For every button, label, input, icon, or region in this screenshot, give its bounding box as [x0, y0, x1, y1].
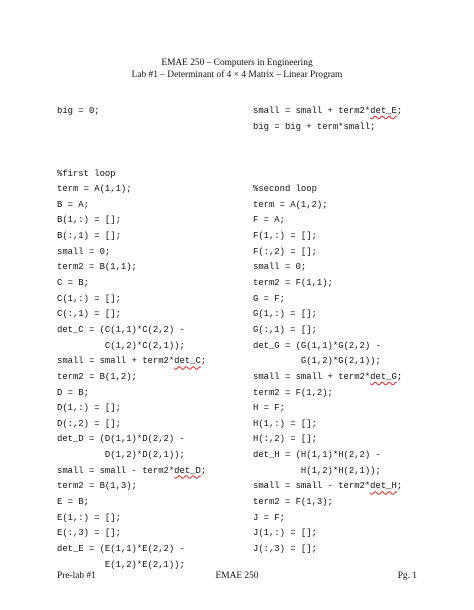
code-line: [57, 417, 206, 433]
code-line: [253, 495, 402, 511]
code-line: [57, 386, 206, 402]
code-text: E(:,3) = [];: [57, 528, 121, 539]
code-text: H = F;: [253, 403, 285, 414]
code-line: [57, 495, 206, 511]
code-text: G(1,:) = [];: [253, 309, 317, 320]
code-line: [57, 479, 206, 495]
code-text: small = 0;: [57, 246, 111, 257]
code-text: ;: [396, 106, 403, 116]
code-text: H(1,2)*H(2,1));: [253, 465, 381, 476]
code-text: small = small - term2*: [253, 481, 371, 492]
code-text: small = small + term2*: [253, 106, 371, 116]
code-text: term = A(1,1);: [57, 184, 132, 195]
code-text: B(:,1) = [];: [57, 231, 121, 242]
spellcheck-flagged-word: det_C: [174, 356, 201, 367]
code-line: [253, 104, 402, 120]
code-text: D(:,2) = [];: [57, 418, 121, 429]
code-line: [253, 526, 402, 542]
code-text: ;: [200, 465, 207, 476]
footer-page-number: Pg. 1: [397, 571, 417, 581]
header-lab-title: Lab #1 – Determinant of 4 × 4 Matrix – Linear Program: [131, 70, 343, 80]
code-line: [57, 213, 206, 229]
code-line: [253, 401, 402, 417]
code-line: [253, 542, 402, 558]
code-line: [57, 245, 206, 261]
code-text: H(:,2) = [];: [253, 434, 317, 445]
code-line: [253, 229, 402, 245]
code-line: [57, 464, 206, 480]
code-line: [253, 135, 402, 151]
code-text: det_C = (C(1,1)*C(2,2) -: [57, 324, 185, 335]
code-line: [253, 151, 402, 167]
code-text: D(1,:) = [];: [57, 403, 121, 414]
code-text: C(1,:) = [];: [57, 293, 121, 304]
code-line: [253, 448, 402, 464]
footer-course-code: EMAE 250: [215, 571, 259, 581]
code-text: term2 = B(1,3);: [57, 481, 137, 492]
code-text: C(1,2)*C(2,1));: [57, 340, 185, 351]
code-text: det_H = (H(1,1)*H(2,2) -: [253, 450, 381, 461]
code-line: [57, 323, 206, 339]
code-text: B(1,:) = [];: [57, 215, 121, 226]
code-text: B = A;: [57, 199, 89, 210]
code-line: [57, 104, 206, 120]
code-line: [57, 135, 206, 151]
code-line: [57, 401, 206, 417]
code-line: [57, 307, 206, 323]
code-line: [253, 276, 402, 292]
header-course-title: EMAE 250 – Computers in Engineering: [161, 58, 313, 68]
code-text: E(1,:) = [];: [57, 512, 121, 523]
spellcheck-flagged-word: det_H: [370, 481, 397, 492]
code-line: [253, 386, 402, 402]
code-line: [253, 432, 402, 448]
code-text: small = small + term2*: [253, 371, 371, 382]
code-line: [253, 120, 402, 136]
code-text: big = 0;: [57, 106, 100, 116]
code-text: small = small - term2*: [57, 465, 175, 476]
code-text: C(:,1) = [];: [57, 309, 121, 320]
code-text: ;: [396, 481, 403, 492]
code-line: [253, 260, 402, 276]
code-line: [253, 511, 402, 527]
code-text: ;: [396, 371, 403, 382]
spellcheck-flagged-word: det_D: [174, 465, 201, 476]
spellcheck-flagged-word: det_E: [370, 106, 397, 116]
code-line: [57, 526, 206, 542]
code-line: [57, 354, 206, 370]
code-text: J(:,3) = [];: [253, 543, 317, 554]
code-text: %first loop: [57, 168, 116, 179]
code-line: [253, 198, 402, 214]
code-line: [57, 229, 206, 245]
code-line: [253, 323, 402, 339]
code-text: %second loop: [253, 184, 317, 195]
code-line: [253, 479, 402, 495]
code-text: term2 = F(1,3);: [253, 497, 333, 508]
page-header: [0, 57, 474, 81]
code-line: [253, 167, 402, 183]
code-line: [253, 213, 402, 229]
code-line: [253, 292, 402, 308]
code-line: [57, 339, 206, 355]
code-text: det_D = (D(1,1)*D(2,2) -: [57, 434, 185, 445]
code-column-right: [253, 104, 402, 558]
code-text: H(1,:) = [];: [253, 418, 317, 429]
footer-prelab-label: Pre-lab #1: [57, 571, 96, 581]
code-text: det_G = (G(1,1)*G(2,2) -: [253, 340, 381, 351]
code-line: [57, 370, 206, 386]
code-text: det_E = (E(1,1)*E(2,2) -: [57, 543, 185, 554]
code-line: [57, 260, 206, 276]
code-line: [57, 120, 206, 136]
code-text: ;: [200, 356, 207, 367]
code-line: [57, 432, 206, 448]
code-line: [253, 182, 402, 198]
code-line: [57, 151, 206, 167]
code-line: [57, 448, 206, 464]
code-line: [253, 339, 402, 355]
code-line: [57, 182, 206, 198]
code-text: E(1,2)*E(2,1));: [57, 559, 185, 570]
code-text: E = B;: [57, 497, 89, 508]
code-text: F(1,:) = [];: [253, 231, 317, 242]
code-line: [57, 276, 206, 292]
code-text: G = F;: [253, 293, 285, 304]
code-line: [57, 292, 206, 308]
spellcheck-flagged-word: det_G: [370, 371, 397, 382]
code-line: [253, 307, 402, 323]
code-text: G(1,2)*G(2,1));: [253, 356, 381, 367]
code-line: [253, 464, 402, 480]
code-text: C = B;: [57, 278, 89, 289]
code-line: [253, 245, 402, 261]
code-text: G(:,1) = [];: [253, 324, 317, 335]
code-text: small = 0;: [253, 262, 307, 273]
code-line: [57, 167, 206, 183]
code-text: small = small + term2*: [57, 356, 175, 367]
code-line: [253, 370, 402, 386]
code-text: F = A;: [253, 215, 285, 226]
code-text: J(1,:) = [];: [253, 528, 317, 539]
code-text: D(1,2)*D(2,1));: [57, 450, 185, 461]
code-text: big = big + term*small;: [253, 121, 376, 132]
code-line: [57, 511, 206, 527]
code-text: D = B;: [57, 387, 89, 398]
code-line: [57, 198, 206, 214]
code-line: [253, 417, 402, 433]
code-text: term2 = F(1,1);: [253, 278, 333, 289]
code-text: term2 = B(1,2);: [57, 371, 137, 382]
code-column-left: [57, 104, 206, 573]
code-line: [253, 354, 402, 370]
code-text: F(:,2) = [];: [253, 246, 317, 257]
code-line: [57, 542, 206, 558]
code-text: J = F;: [253, 512, 285, 523]
code-text: term = A(1,2);: [253, 199, 328, 210]
code-text: term2 = B(1,1);: [57, 262, 137, 273]
code-text: term2 = F(1,2);: [253, 387, 333, 398]
